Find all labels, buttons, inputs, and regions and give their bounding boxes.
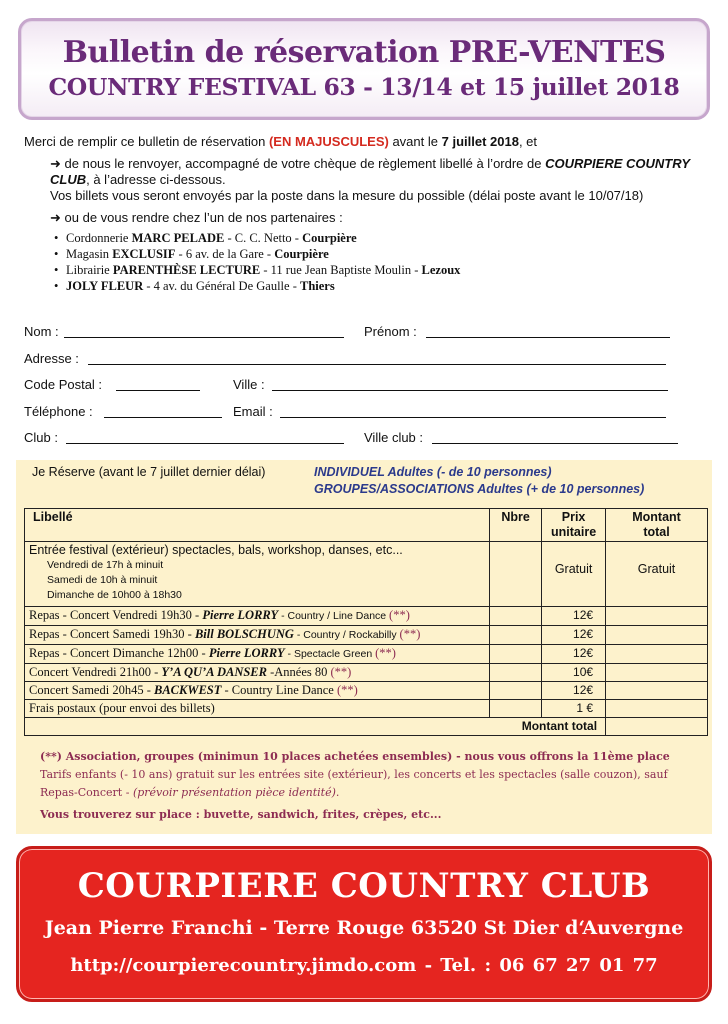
- prix-cell: 12€: [542, 626, 606, 645]
- intro-text-part: , à l’adresse ci-dessous.: [86, 172, 226, 187]
- partner-city: Courpière: [302, 231, 357, 245]
- total-cell[interactable]: [606, 664, 708, 682]
- code-postal-field[interactable]: [116, 390, 200, 391]
- item-genre: - Country Line Dance: [221, 683, 337, 697]
- telephone-field[interactable]: [104, 417, 222, 418]
- table-row: [25, 664, 708, 682]
- col-libelle: Libellé: [25, 509, 490, 542]
- item-text: Repas - Concert Dimanche 12h00 -: [29, 646, 209, 660]
- prix-cell: 12€: [542, 607, 606, 626]
- partners-list: [24, 230, 714, 294]
- reservation-options: [314, 464, 644, 498]
- partner-city: Courpière: [274, 247, 329, 261]
- table-row-entree: [25, 542, 708, 607]
- nom-field[interactable]: [64, 337, 344, 338]
- table-row: [25, 645, 708, 664]
- children-rate-note: Tarifs enfants (- 10 ans) gratuit sur les entrées site (extérieur), les concerts et les spectacles (salle couzon), sauf: [40, 768, 668, 781]
- partner-item: [66, 262, 714, 278]
- header-banner: [18, 18, 710, 120]
- footer-banner: [16, 846, 712, 1002]
- ville-label: Ville :: [233, 377, 265, 392]
- partner-city: Lezoux: [421, 263, 461, 277]
- nbre-cell[interactable]: [490, 664, 542, 682]
- nbre-cell[interactable]: [490, 682, 542, 700]
- frais-label: Frais postaux (pour envoi des billets): [25, 700, 490, 718]
- group-offer-mark: (**): [389, 608, 410, 622]
- total-cell[interactable]: [606, 700, 708, 718]
- col-prix-line: Prix: [561, 510, 586, 524]
- arrow-icon: ➜: [50, 156, 61, 171]
- partner-address: - 4 av. du Général De Gaulle -: [143, 279, 300, 293]
- prix-cell: Gratuit: [542, 542, 606, 607]
- intro-text-part: de nous le renvoyer, accompagné de votre chèque de règlement libellé à l’ordre de: [60, 156, 546, 171]
- total-cell[interactable]: [606, 626, 708, 645]
- artist-name: Pierre LORRY: [208, 646, 285, 660]
- reservation-header: [32, 464, 645, 496]
- ville-club-field[interactable]: [432, 443, 678, 444]
- artist-name: Bill BOLSCHUNG: [194, 627, 294, 641]
- partner-name: EXCLUSIF: [112, 247, 176, 261]
- partner-type: Librairie: [66, 263, 113, 277]
- item-genre: - Country / Line Dance: [278, 610, 390, 622]
- prenom-field[interactable]: [426, 337, 670, 338]
- entree-schedule-sat: Samedi de 10h à minuit: [47, 574, 158, 586]
- col-nbre: Nbre: [490, 509, 542, 542]
- telephone-label: Téléphone :: [24, 403, 93, 419]
- total-cell[interactable]: [606, 645, 708, 664]
- partner-address: - 11 rue Jean Baptiste Moulin -: [260, 263, 422, 277]
- partner-item: [66, 246, 714, 262]
- entree-schedule-fri: Vendredi de 17h à minuit: [47, 559, 164, 571]
- entree-schedule-sun: Dimanche de 10h00 à 18h30: [47, 589, 182, 601]
- col-montant-line: total: [643, 525, 670, 539]
- artist-name: Y’A QU’A DANSER: [161, 665, 267, 679]
- group-offer-note: (**) Association, groupes (minimun 10 places achetées ensembles) - nous vous offrons la 11ème place: [40, 750, 670, 763]
- arrow-icon: ➜: [50, 210, 61, 225]
- option-groupes[interactable]: GROUPES/ASSOCIATIONS Adultes (+ de 10 personnes): [314, 482, 645, 496]
- club-field[interactable]: [66, 443, 344, 444]
- onsite-note: Vous trouverez sur place : buvette, sandwich, frites, crèpes, etc...: [40, 808, 442, 821]
- club-contact[interactable]: http://courpierecountry.jimdo.com - Tel. : 06 67 27 01 77: [70, 955, 658, 976]
- artist-name: Pierre LORRY: [202, 608, 279, 622]
- deadline-date: 7 juillet 2018: [441, 134, 519, 149]
- frais-prix: 1 €: [542, 700, 606, 718]
- club-address: Jean Pierre Franchi - Terre Rouge 63520 St Dier d‘Auvergne: [44, 917, 684, 939]
- payee-name: COURPIERE COUNTRY CLUB: [50, 156, 690, 187]
- nbre-cell[interactable]: [490, 542, 542, 607]
- partner-type: Cordonnerie: [66, 231, 132, 245]
- nom-label: Nom :: [24, 324, 59, 339]
- table-row: [25, 607, 708, 626]
- note-text: Repas-Concert -: [40, 786, 133, 799]
- total-cell[interactable]: [606, 682, 708, 700]
- group-offer-mark: (**): [330, 665, 352, 679]
- adresse-label: Adresse :: [24, 350, 79, 366]
- intro-text-part: avant le: [388, 134, 442, 149]
- partner-type: Magasin: [66, 247, 113, 261]
- ville-field[interactable]: [272, 390, 668, 391]
- ville-club-label: Ville club :: [364, 430, 424, 445]
- partner-item: [66, 278, 714, 294]
- club-name: COURPIERE COUNTRY CLUB: [77, 866, 651, 906]
- adresse-field[interactable]: [88, 364, 666, 365]
- contact-form: [24, 322, 704, 455]
- entree-cell: [25, 542, 490, 607]
- email-field[interactable]: [280, 417, 666, 418]
- item-genre: - Spectacle Green: [284, 648, 376, 660]
- page-title: Bulletin de réservation PRE-VENTES: [62, 35, 666, 70]
- send-instructions: [24, 156, 714, 188]
- partner-item: [66, 230, 714, 246]
- children-rate-note-cont: [40, 784, 710, 802]
- item-text: Repas - Concert Vendredi 19h30 -: [29, 608, 203, 622]
- group-offer-mark: (**): [375, 646, 396, 660]
- page-subtitle: COUNTRY FESTIVAL 63 - 13/14 et 15 juillet 2018: [48, 73, 680, 101]
- partner-address: - 6 av. de la Gare -: [175, 247, 275, 261]
- partner-city: Thiers: [299, 279, 335, 293]
- artist-name: BACKWEST: [153, 683, 222, 697]
- prix-cell: 12€: [542, 682, 606, 700]
- total-label: Montant total: [25, 718, 606, 736]
- table-row: [25, 682, 708, 700]
- total-cell[interactable]: [606, 607, 708, 626]
- reservation-section: [16, 460, 712, 834]
- code-postal-label: Code Postal :: [24, 377, 103, 392]
- col-montant-line: Montant: [632, 510, 681, 524]
- col-prix-line: unitaire: [551, 525, 597, 539]
- partner-name: JOLY FLEUR: [66, 279, 144, 293]
- reservation-label: Je Réserve (avant le 7 juillet dernier délai): [32, 465, 266, 479]
- nbre-cell[interactable]: [490, 645, 542, 664]
- entree-title: Entrée festival (extérieur) spectacles, bals, workshop, danses, etc...: [29, 543, 403, 557]
- prix-cell: 10€: [542, 664, 606, 682]
- item-label: [25, 664, 490, 682]
- partners-intro: [24, 210, 714, 226]
- table-row-frais: [25, 700, 708, 718]
- partner-name: MARC PELADE: [131, 231, 225, 245]
- table-row: [25, 626, 708, 645]
- notes: [40, 748, 710, 824]
- partner-name: PARENTHÈSE LECTURE: [112, 263, 261, 277]
- table-row-total: [25, 718, 708, 736]
- grand-total-cell[interactable]: [606, 718, 708, 736]
- col-prix: [542, 509, 606, 542]
- uppercase-notice: (EN MAJUSCULES): [268, 134, 389, 149]
- table-header-row: [25, 509, 708, 542]
- item-label: [25, 626, 490, 645]
- pricing-table: [24, 508, 708, 736]
- email-label: Email :: [233, 403, 273, 419]
- group-offer-mark: (**): [399, 627, 421, 641]
- item-text: Concert Samedi 20h45 -: [29, 683, 154, 697]
- intro-text-part: Merci de remplir ce bulletin de réservation: [24, 134, 269, 149]
- intro-line: [24, 134, 714, 150]
- prenom-label: Prénom :: [364, 324, 417, 339]
- nbre-cell[interactable]: [490, 700, 542, 718]
- prix-cell: 12€: [542, 645, 606, 664]
- partner-address: - C. C. Netto -: [224, 231, 303, 245]
- item-text: Concert Vendredi 21h00 -: [29, 665, 162, 679]
- mail-notice: Vos billets vous seront envoyés par la poste dans la mesure du possible (délai poste avant le 10/07/18): [50, 188, 644, 203]
- item-genre: -Années 80: [266, 665, 331, 679]
- nbre-cell[interactable]: [490, 607, 542, 626]
- club-label: Club :: [24, 430, 58, 445]
- intro-text-part: , et: [518, 134, 538, 149]
- item-label: [25, 682, 490, 700]
- item-text: Repas - Concert Samedi 19h30 -: [29, 627, 195, 641]
- id-note: (prévoir présentation pièce identité).: [132, 786, 340, 799]
- intro-text: [24, 134, 714, 294]
- item-genre: - Country / Rockabilly: [293, 629, 400, 641]
- option-individuel[interactable]: INDIVIDUEL Adultes (- de 10 personnes): [314, 465, 552, 479]
- total-cell: Gratuit: [606, 542, 708, 607]
- group-offer-mark: (**): [336, 683, 358, 697]
- nbre-cell[interactable]: [490, 626, 542, 645]
- col-montant: [606, 509, 708, 542]
- intro-text-part: ou de vous rendre chez l’un de nos partenaires :: [60, 210, 343, 225]
- item-label: [25, 645, 490, 664]
- item-label: [25, 607, 490, 626]
